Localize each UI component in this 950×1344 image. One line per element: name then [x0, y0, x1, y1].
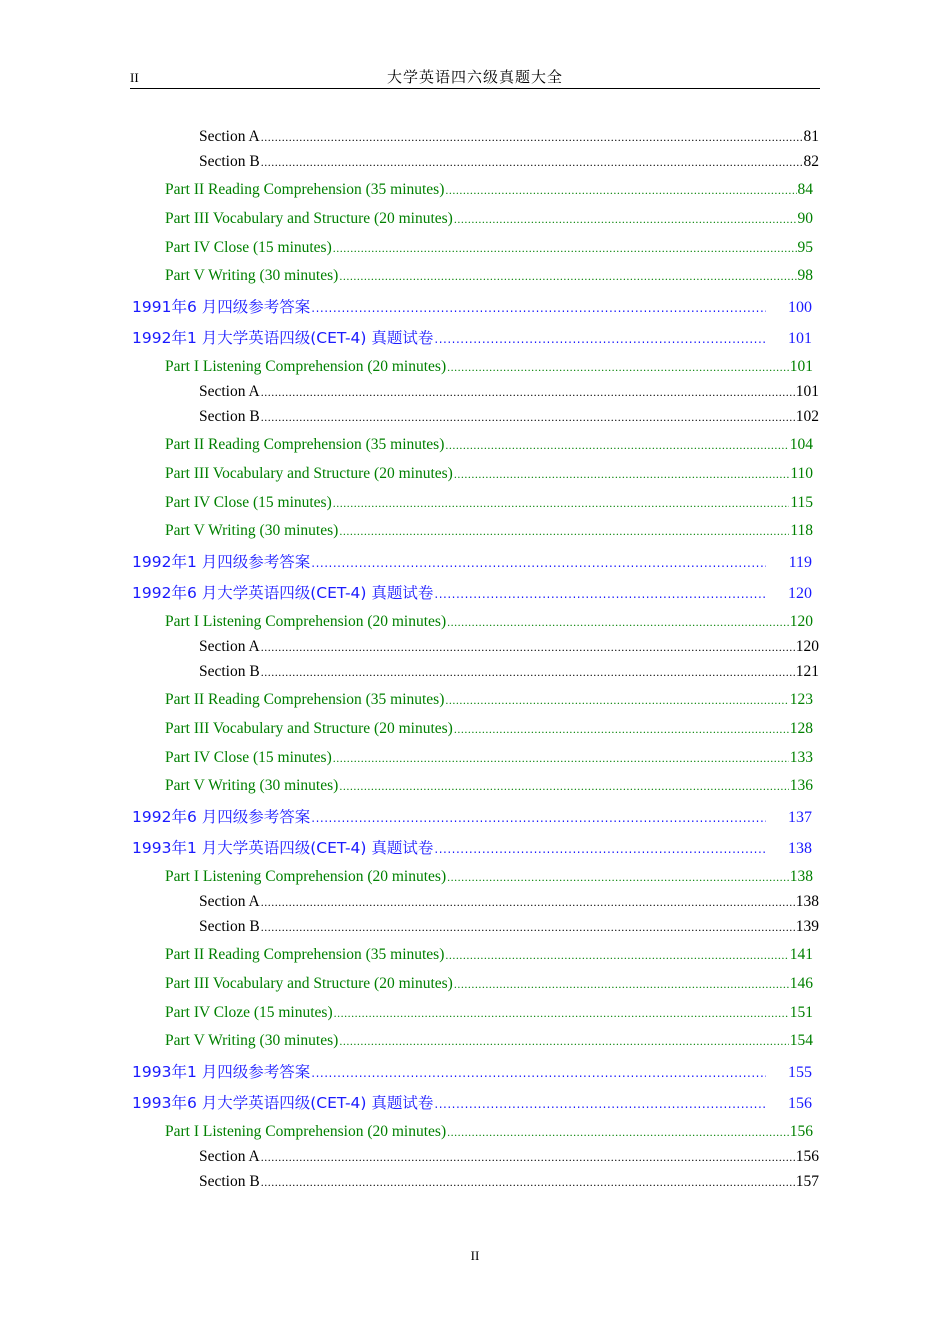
- toc-entry-part[interactable]: [165, 520, 813, 542]
- toc-entry-year[interactable]: [132, 582, 812, 604]
- toc-entry-title: Section A: [199, 893, 260, 910]
- toc-leader-dots: [454, 208, 797, 230]
- toc-entry-title: Part III Vocabulary and Structure (20 minutes): [165, 210, 453, 227]
- toc-entry-title: Part III Vocabulary and Structure (20 minutes): [165, 720, 453, 737]
- toc-entry-title: 1993年1 月四级参考答案: [132, 1063, 311, 1081]
- toc-entry-page-number: 123: [789, 691, 813, 708]
- toc-entry-title: Part III Vocabulary and Structure (20 minutes): [165, 465, 453, 482]
- toc-leader-dots: [434, 328, 766, 350]
- footer-page-number: II: [470, 1248, 480, 1263]
- toc-entry-title: 1992年1 月大学英语四级(CET-4) 真题试卷: [132, 329, 434, 347]
- toc-leader-dots: [445, 689, 788, 711]
- toc-leader-dots: [311, 552, 766, 574]
- toc-entry-title: Part II Reading Comprehension (35 minutes): [165, 946, 445, 963]
- toc-entry-title: Section A: [199, 638, 260, 655]
- toc-entry-page-number: 120: [789, 613, 813, 630]
- page-footer: [0, 1248, 950, 1264]
- toc-entry-page-number: 120: [795, 638, 819, 655]
- toc-entry-title: Section B: [199, 408, 260, 425]
- toc-entry-part[interactable]: [165, 1002, 813, 1024]
- toc-entry-page-number: 141: [789, 946, 813, 963]
- toc-entry-title: Section B: [199, 663, 260, 680]
- toc-entry-page-number: 101: [788, 330, 812, 347]
- toc-entry-part[interactable]: [165, 718, 813, 740]
- toc-entry-page-number: 121: [795, 663, 819, 680]
- toc-entry-part[interactable]: [165, 265, 813, 287]
- toc-entry-part[interactable]: [165, 689, 813, 711]
- toc-entry-page-number: 115: [790, 494, 813, 511]
- toc-leader-dots: [445, 179, 796, 201]
- toc-leader-dots: [333, 747, 789, 769]
- toc-entry-page-number: 104: [789, 436, 813, 453]
- toc-entry-title: Section B: [199, 1173, 260, 1190]
- toc-entry-part[interactable]: [165, 1121, 813, 1143]
- toc-entry-year[interactable]: [132, 837, 812, 859]
- toc-leader-dots: [261, 406, 795, 428]
- toc-leader-dots: [261, 381, 795, 403]
- toc-entry-title: Part V Writing (30 minutes): [165, 267, 339, 284]
- toc-entry-section[interactable]: [199, 381, 819, 403]
- toc-leader-dots: [261, 1171, 795, 1193]
- toc-leader-dots: [434, 1093, 766, 1115]
- toc-entry-title: Part IV Close (15 minutes): [165, 239, 332, 256]
- toc-entry-section[interactable]: [199, 661, 819, 683]
- toc-entry-section[interactable]: [199, 891, 819, 913]
- toc-entry-title: Part IV Close (15 minutes): [165, 494, 332, 511]
- toc-entry-page-number: 101: [789, 358, 813, 375]
- toc-entry-section[interactable]: [199, 1146, 819, 1168]
- toc-entry-part[interactable]: [165, 356, 813, 378]
- toc-entry-page-number: 156: [789, 1123, 813, 1140]
- toc-entry-part[interactable]: [165, 434, 813, 456]
- toc-entry-page-number: 136: [789, 777, 813, 794]
- toc-leader-dots: [454, 973, 789, 995]
- toc-leader-dots: [334, 1002, 789, 1024]
- toc-entry-page-number: 156: [788, 1095, 812, 1112]
- toc-entry-title: Part I Listening Comprehension (20 minutes): [165, 868, 447, 885]
- toc-entry-page-number: 81: [803, 128, 819, 145]
- toc-leader-dots: [333, 237, 797, 259]
- toc-leader-dots: [447, 611, 789, 633]
- toc-entry-part[interactable]: [165, 1030, 813, 1052]
- toc-entry-title: Part I Listening Comprehension (20 minutes): [165, 1123, 447, 1140]
- toc-entry-page-number: 128: [789, 720, 813, 737]
- toc-entry-page-number: 133: [789, 749, 813, 766]
- toc-entry-part[interactable]: [165, 463, 813, 485]
- toc-entry-part[interactable]: [165, 237, 813, 259]
- toc-entry-part[interactable]: [165, 208, 813, 230]
- toc-entry-page-number: 156: [795, 1148, 819, 1165]
- toc-entry-title: Section A: [199, 383, 260, 400]
- header-page-label: II: [130, 70, 139, 85]
- toc-entry-page-number: 98: [797, 267, 813, 284]
- toc-entry-page-number: 151: [789, 1004, 813, 1021]
- toc-leader-dots: [333, 492, 790, 514]
- toc-entry-title: Part II Reading Comprehension (35 minutes): [165, 436, 445, 453]
- toc-leader-dots: [261, 891, 795, 913]
- toc-entry-title: Part V Writing (30 minutes): [165, 777, 339, 794]
- toc-leader-dots: [339, 775, 788, 797]
- toc-entry-page-number: 110: [790, 465, 813, 482]
- toc-entry-page-number: 101: [795, 383, 819, 400]
- toc-leader-dots: [454, 463, 789, 485]
- toc-leader-dots: [261, 661, 795, 683]
- toc-entry-title: 1992年6 月四级参考答案: [132, 808, 311, 826]
- toc-entry-title: Part I Listening Comprehension (20 minutes): [165, 613, 447, 630]
- toc-leader-dots: [261, 916, 795, 938]
- toc-entry-year[interactable]: [132, 1061, 812, 1083]
- toc-entry-title: Part III Vocabulary and Structure (20 minutes): [165, 975, 453, 992]
- toc-leader-dots: [339, 1030, 788, 1052]
- toc-entry-title: Part IV Cloze (15 minutes): [165, 1004, 333, 1021]
- toc-entry-page-number: 90: [797, 210, 813, 227]
- toc-entry-part[interactable]: [165, 775, 813, 797]
- toc-leader-dots: [445, 944, 788, 966]
- toc-leader-dots: [445, 434, 788, 456]
- toc-entry-section[interactable]: [199, 151, 819, 173]
- toc-entry-page-number: 84: [797, 181, 813, 198]
- toc-entry-page-number: 120: [788, 585, 812, 602]
- toc-entry-year[interactable]: [132, 551, 812, 573]
- toc-entry-title: Part II Reading Comprehension (35 minutes): [165, 691, 445, 708]
- toc-entry-page-number: 155: [788, 1064, 812, 1081]
- toc-entry-section[interactable]: [199, 126, 819, 148]
- toc-entry-page-number: 157: [795, 1173, 819, 1190]
- toc-entry-page-number: 102: [795, 408, 819, 425]
- toc-entry-title: Part II Reading Comprehension (35 minutes): [165, 181, 445, 198]
- toc-leader-dots: [434, 583, 766, 605]
- toc-entry-section[interactable]: [199, 406, 819, 428]
- toc-entry-title: Part I Listening Comprehension (20 minutes): [165, 358, 447, 375]
- toc-leader-dots: [261, 126, 803, 148]
- header-title: 大学英语四六级真题大全: [386, 68, 563, 86]
- toc-entry-title: Section A: [199, 1148, 260, 1165]
- toc-entry-page-number: 100: [788, 299, 812, 316]
- toc-entry-title: Section B: [199, 153, 260, 170]
- toc-entry-page-number: 138: [788, 840, 812, 857]
- toc-entry-year[interactable]: [132, 296, 812, 318]
- toc-entry-part[interactable]: [165, 492, 813, 514]
- toc-entry-page-number: 139: [795, 918, 819, 935]
- toc-entry-title: 1993年6 月大学英语四级(CET-4) 真题试卷: [132, 1094, 434, 1112]
- toc-leader-dots: [261, 1146, 795, 1168]
- toc-leader-dots: [447, 866, 789, 888]
- toc-leader-dots: [261, 636, 795, 658]
- toc-entry-title: 1993年1 月大学英语四级(CET-4) 真题试卷: [132, 839, 434, 857]
- toc-entry-part[interactable]: [165, 179, 813, 201]
- toc-entry-page-number: 146: [789, 975, 813, 992]
- toc-entry-year[interactable]: [132, 806, 812, 828]
- toc-entry-title: 1991年6 月四级参考答案: [132, 298, 311, 316]
- toc-leader-dots: [454, 718, 789, 740]
- toc-entry-part[interactable]: [165, 611, 813, 633]
- toc-entry-part[interactable]: [165, 866, 813, 888]
- toc-leader-dots: [311, 297, 766, 319]
- toc-entry-page-number: 118: [790, 522, 813, 539]
- toc-leader-dots: [311, 807, 766, 829]
- toc-entry-section[interactable]: [199, 636, 819, 658]
- toc-entry-section[interactable]: [199, 916, 819, 938]
- toc-entry-page-number: 154: [789, 1032, 813, 1049]
- toc-entry-part[interactable]: [165, 944, 813, 966]
- toc-leader-dots: [339, 265, 796, 287]
- toc-entry-title: Section B: [199, 918, 260, 935]
- toc-entry-part[interactable]: [165, 747, 813, 769]
- toc-entry-title: 1992年1 月四级参考答案: [132, 553, 311, 571]
- toc-leader-dots: [447, 1121, 789, 1143]
- toc-entry-title: Section A: [199, 128, 260, 145]
- toc-entry-section[interactable]: [199, 1171, 819, 1193]
- toc-entry-page-number: 138: [795, 893, 819, 910]
- toc-entry-part[interactable]: [165, 973, 813, 995]
- toc-leader-dots: [434, 838, 766, 860]
- toc-leader-dots: [447, 356, 789, 378]
- toc-entry-title: Part IV Close (15 minutes): [165, 749, 332, 766]
- toc-entry-title: Part V Writing (30 minutes): [165, 522, 339, 539]
- toc-entry-page-number: 119: [788, 554, 812, 571]
- toc-entry-year[interactable]: [132, 327, 812, 349]
- toc-entry-page-number: 137: [788, 809, 812, 826]
- toc-entry-title: Part V Writing (30 minutes): [165, 1032, 339, 1049]
- toc-entry-page-number: 138: [789, 868, 813, 885]
- toc-entry-page-number: 82: [803, 153, 819, 170]
- toc-leader-dots: [261, 151, 803, 173]
- toc-leader-dots: [339, 520, 789, 542]
- toc-leader-dots: [311, 1062, 766, 1084]
- toc-entry-page-number: 95: [797, 239, 813, 256]
- toc-entry-year[interactable]: [132, 1092, 812, 1114]
- toc-entry-title: 1992年6 月大学英语四级(CET-4) 真题试卷: [132, 584, 434, 602]
